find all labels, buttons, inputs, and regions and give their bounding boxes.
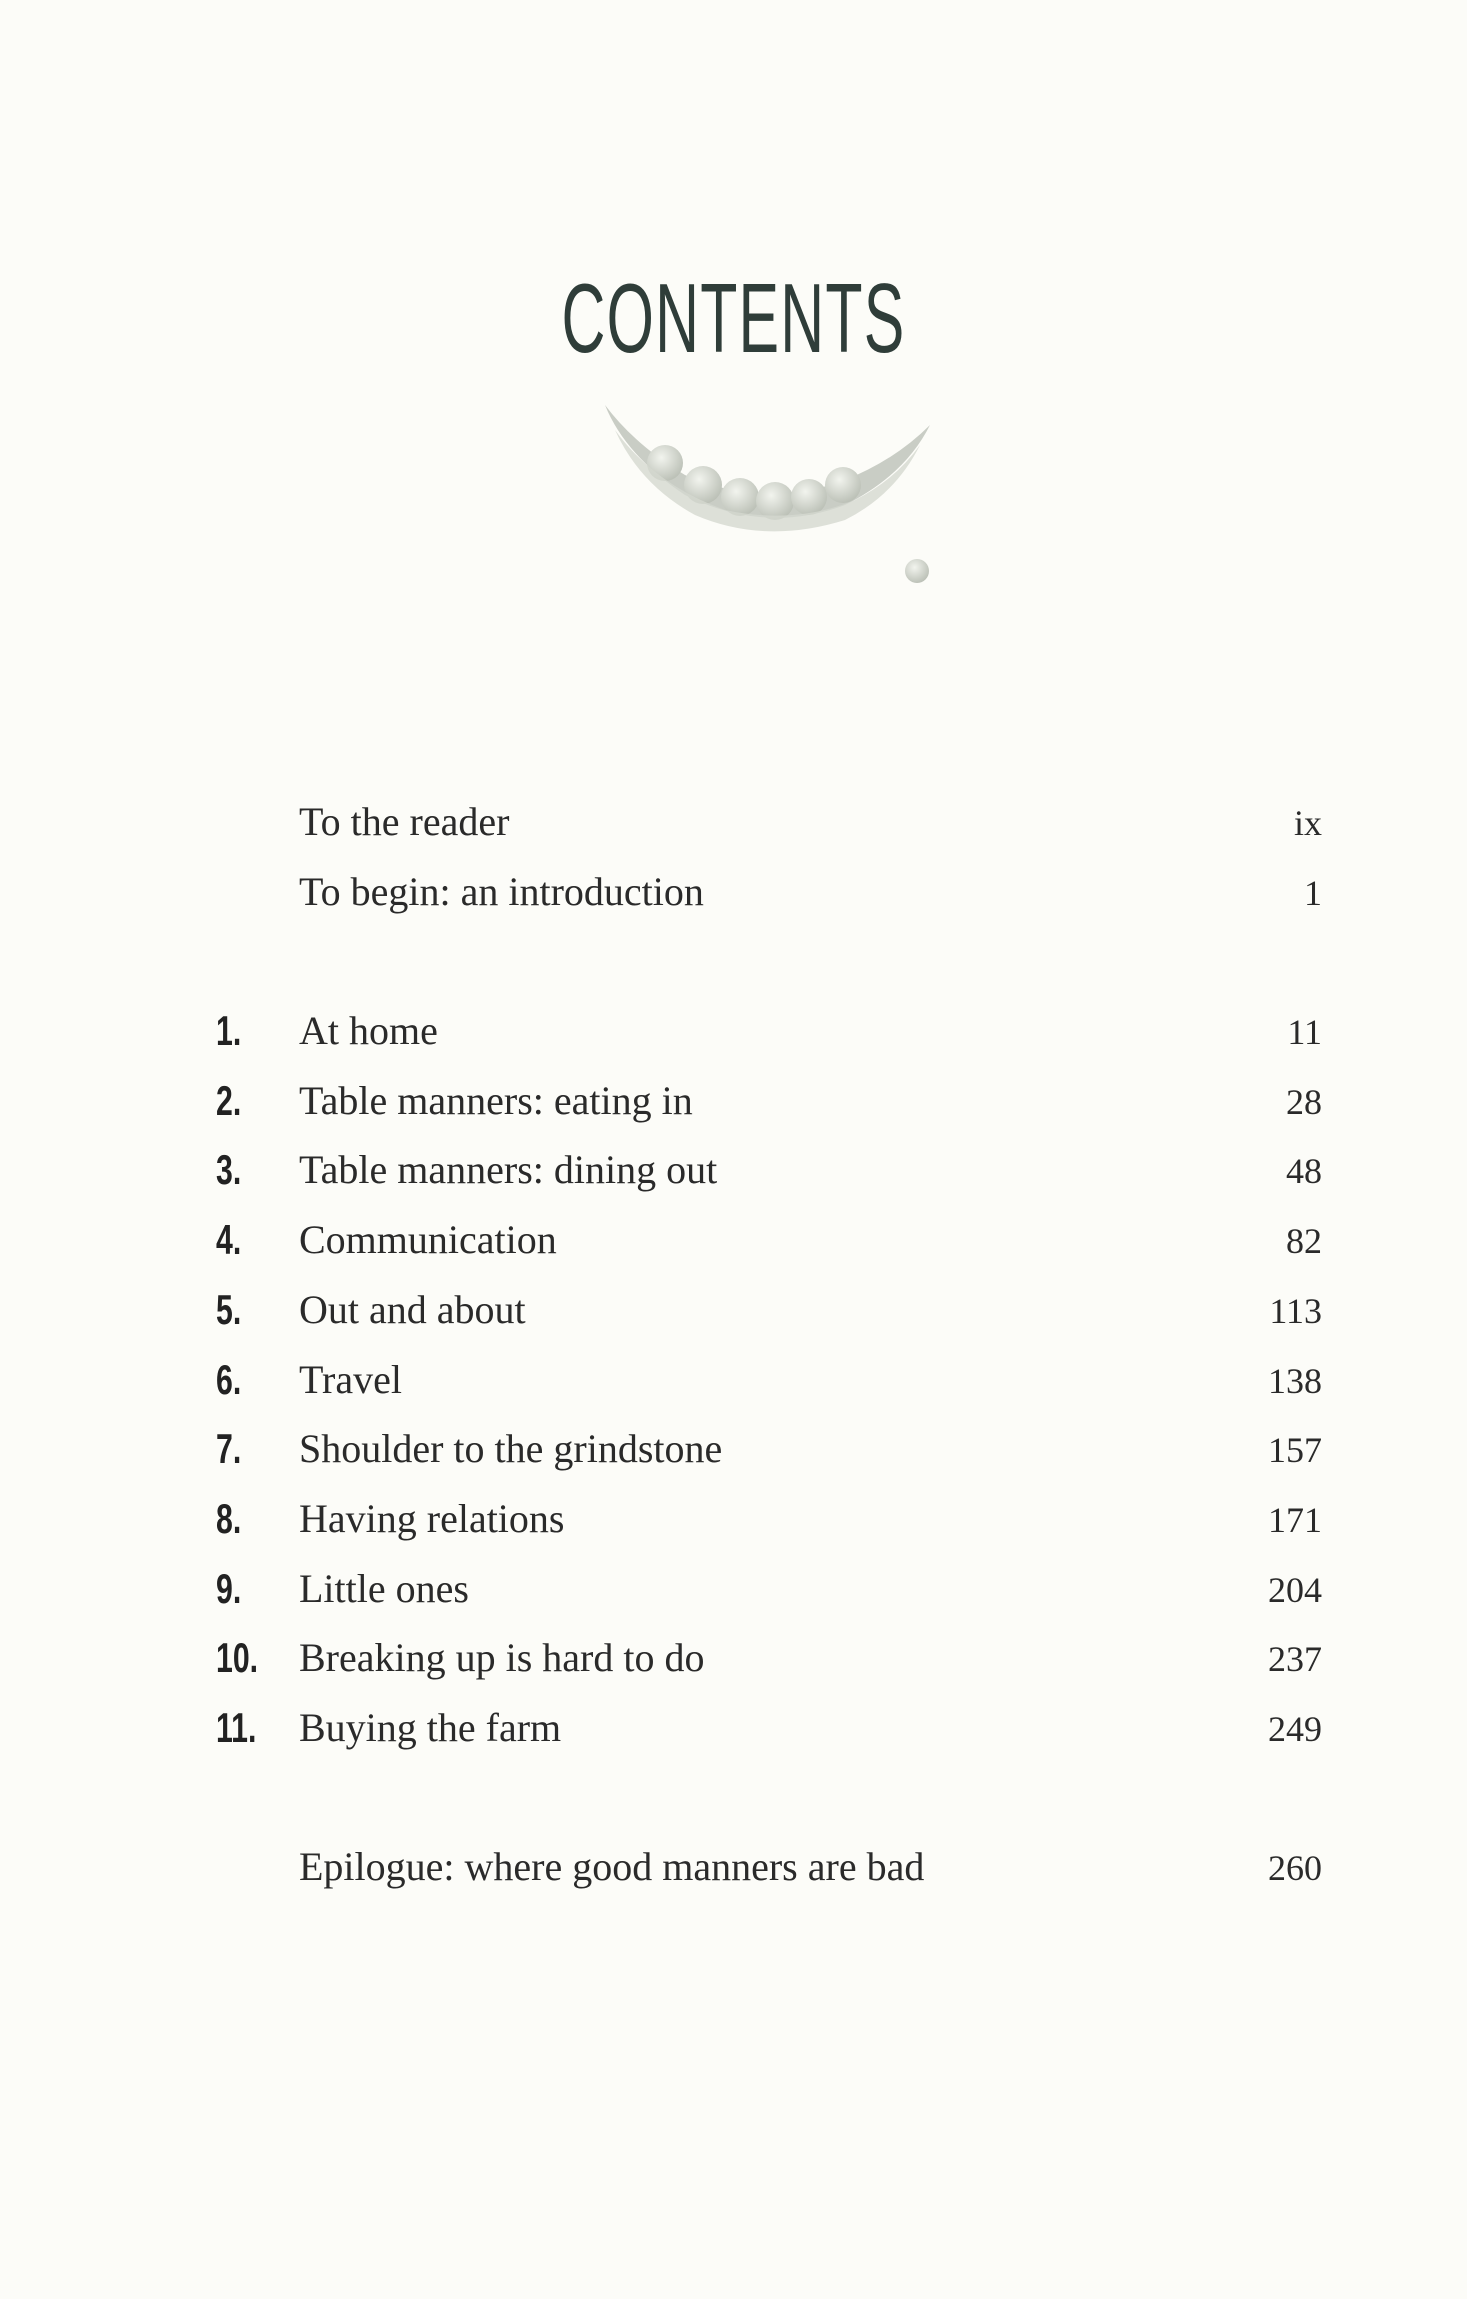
chapter-number: 4. <box>216 1216 242 1264</box>
page-number: 138 <box>1268 1360 1322 1401</box>
page-number: 249 <box>1268 1709 1322 1749</box>
toc-chapter-entry[interactable] <box>0 1216 1467 1276</box>
toc-chapter-entry[interactable] <box>0 1356 1467 1416</box>
chapter-title: Little ones <box>299 1565 469 1611</box>
chapter-number: 2. <box>216 1076 242 1124</box>
page-number: 237 <box>1268 1639 1322 1680</box>
toc-chapter-entry[interactable] <box>0 1565 1467 1625</box>
chapter-title: Table manners: eating in <box>299 1077 693 1123</box>
toc-chapter-entry[interactable] <box>0 1286 1467 1346</box>
loose-pea <box>905 559 929 583</box>
page-number: 113 <box>1269 1290 1322 1331</box>
chapter-title: Buying the farm <box>299 1705 562 1750</box>
toc-chapter-entry[interactable] <box>0 1634 1467 1694</box>
pea-pod-illustration <box>595 385 945 595</box>
chapter-number: 5. <box>216 1285 242 1333</box>
toc-entry[interactable]: Epilogue: where good manners are bad 260 <box>299 1844 1322 1889</box>
page-number: 204 <box>1268 1569 1322 1610</box>
toc-chapter-entry[interactable] <box>0 1077 1467 1137</box>
chapter-title: Having relations <box>299 1495 565 1541</box>
toc-entry[interactable]: To begin: an introduction 1 <box>299 869 1322 914</box>
page-number: 171 <box>1268 1499 1322 1540</box>
chapter-title: Travel <box>299 1356 402 1402</box>
chapter-number: 3. <box>216 1146 242 1194</box>
chapter-number: 1. <box>216 1007 242 1054</box>
chapter-title: Communication <box>299 1217 557 1263</box>
chapter-number: 8. <box>216 1494 242 1542</box>
chapter-number: 6. <box>216 1355 242 1403</box>
page-number: 48 <box>1286 1151 1322 1192</box>
chapter-title: Breaking up is hard to do <box>299 1635 705 1681</box>
toc-chapter-entry[interactable] <box>0 1007 1467 1067</box>
toc-chapter-entry[interactable] <box>0 1425 1467 1485</box>
toc-chapter-entry[interactable] <box>0 1146 1467 1206</box>
chapter-number: 9. <box>216 1564 242 1612</box>
page-number: 11 <box>1287 1012 1322 1052</box>
page-number: 28 <box>1286 1081 1322 1122</box>
page-number: 157 <box>1268 1430 1322 1471</box>
chapter-title: Table manners: dining out <box>299 1147 718 1193</box>
page-title: CONTENTS <box>561 263 906 373</box>
toc-chapter-entry[interactable] <box>0 1704 1467 1764</box>
chapter-title: At home <box>299 1008 438 1053</box>
chapter-number: 7. <box>216 1425 242 1473</box>
chapter-title: Shoulder to the grindstone <box>299 1426 723 1472</box>
page-number: 82 <box>1286 1221 1322 1262</box>
toc-chapter-entry[interactable] <box>0 1495 1467 1555</box>
chapter-number: 10. <box>216 1634 259 1682</box>
chapter-number: 11. <box>216 1704 257 1751</box>
toc-entry[interactable]: To the reader ix <box>299 799 1322 844</box>
chapter-title: Out and about <box>299 1286 526 1332</box>
